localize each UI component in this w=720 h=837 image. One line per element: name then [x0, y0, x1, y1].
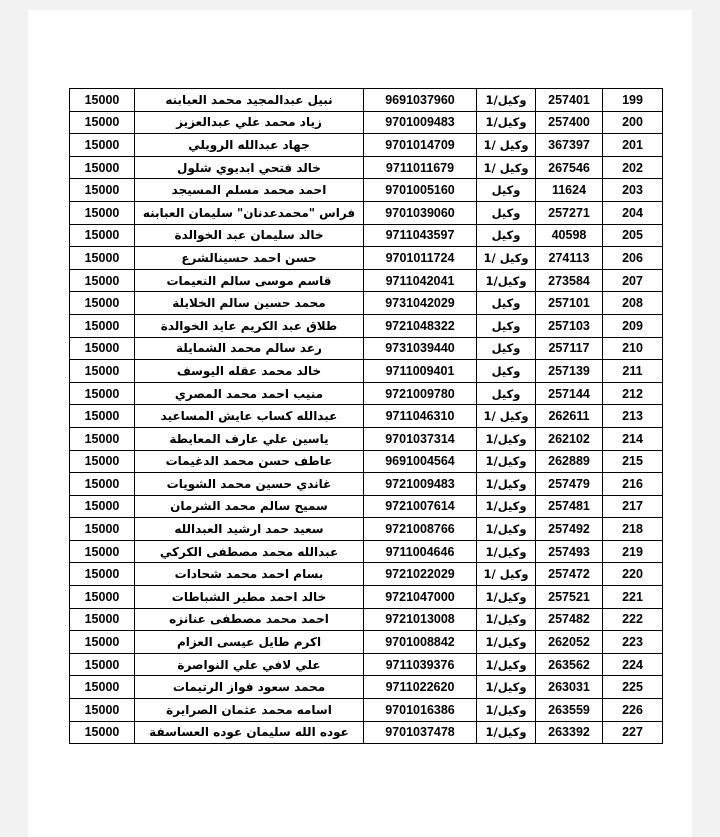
code-cell: 274113	[536, 247, 603, 270]
role-cell: وكيل/1	[477, 721, 536, 744]
code-cell: 257400	[536, 111, 603, 134]
national-id-cell: 9701039060	[364, 201, 477, 224]
serial-cell: 212	[603, 382, 663, 405]
code-cell: 257493	[536, 540, 603, 563]
name-cell: عوده الله سليمان عوده العساسفة	[135, 721, 364, 744]
table-row	[70, 563, 663, 586]
serial-cell: 207	[603, 269, 663, 292]
role-cell: وكيل	[477, 224, 536, 247]
table-row	[70, 247, 663, 270]
name-cell: قاسم موسى سالم النعيمات	[135, 269, 364, 292]
table-row	[70, 608, 663, 631]
role-cell: وكيل/1	[477, 269, 536, 292]
roster-table	[69, 88, 663, 744]
amount-cell: 15000	[70, 653, 135, 676]
name-cell: ياسين علي عارف المعايطة	[135, 427, 364, 450]
table-row	[70, 360, 663, 383]
serial-cell: 223	[603, 631, 663, 654]
table-row	[70, 699, 663, 722]
amount-cell: 15000	[70, 337, 135, 360]
amount-cell: 15000	[70, 201, 135, 224]
national-id-cell: 9711043597	[364, 224, 477, 247]
role-cell: وكيل/1	[477, 653, 536, 676]
code-cell: 257101	[536, 292, 603, 315]
code-cell: 257482	[536, 608, 603, 631]
table-row	[70, 495, 663, 518]
role-cell: وكيل /1	[477, 563, 536, 586]
role-cell: وكيل /1	[477, 247, 536, 270]
amount-cell: 15000	[70, 563, 135, 586]
amount-cell: 15000	[70, 134, 135, 157]
serial-cell: 211	[603, 360, 663, 383]
serial-cell: 200	[603, 111, 663, 134]
national-id-cell: 9711039376	[364, 653, 477, 676]
name-cell: احمد محمد مصطفى عنانزه	[135, 608, 364, 631]
role-cell: وكيل	[477, 201, 536, 224]
name-cell: نبيل عبدالمجيد محمد العبابنه	[135, 89, 364, 112]
role-cell: وكيل/1	[477, 427, 536, 450]
role-cell: وكيل /1	[477, 405, 536, 428]
national-id-cell: 9721048322	[364, 314, 477, 337]
national-id-cell: 9721008766	[364, 518, 477, 541]
role-cell: وكيل/1	[477, 608, 536, 631]
national-id-cell: 9721009780	[364, 382, 477, 405]
role-cell: وكيل/1	[477, 676, 536, 699]
serial-cell: 199	[603, 89, 663, 112]
amount-cell: 15000	[70, 89, 135, 112]
serial-cell: 201	[603, 134, 663, 157]
code-cell: 267546	[536, 156, 603, 179]
serial-cell: 214	[603, 427, 663, 450]
role-cell: وكيل/1	[477, 518, 536, 541]
code-cell: 262052	[536, 631, 603, 654]
serial-cell: 208	[603, 292, 663, 315]
role-cell: وكيل /1	[477, 134, 536, 157]
code-cell: 257481	[536, 495, 603, 518]
amount-cell: 15000	[70, 631, 135, 654]
name-cell: غاندي حسين محمد الشويات	[135, 473, 364, 496]
table-row	[70, 269, 663, 292]
table-row	[70, 653, 663, 676]
amount-cell: 15000	[70, 450, 135, 473]
code-cell: 11624	[536, 179, 603, 202]
national-id-cell: 9691037960	[364, 89, 477, 112]
table-row	[70, 540, 663, 563]
serial-cell: 224	[603, 653, 663, 676]
name-cell: اكرم طايل عيسى العزام	[135, 631, 364, 654]
name-cell: سميح سالم محمد الشرمان	[135, 495, 364, 518]
serial-cell: 218	[603, 518, 663, 541]
code-cell: 40598	[536, 224, 603, 247]
name-cell: منيب احمد محمد المصري	[135, 382, 364, 405]
table-row	[70, 314, 663, 337]
role-cell: وكيل/1	[477, 111, 536, 134]
name-cell: طلاق عبد الكريم عايد الخوالدة	[135, 314, 364, 337]
code-cell: 263031	[536, 676, 603, 699]
name-cell: خالد فتحي ابديوي شلول	[135, 156, 364, 179]
role-cell: وكيل/1	[477, 540, 536, 563]
code-cell: 263559	[536, 699, 603, 722]
name-cell: احمد محمد مسلم المسيجد	[135, 179, 364, 202]
serial-cell: 227	[603, 721, 663, 744]
amount-cell: 15000	[70, 247, 135, 270]
amount-cell: 15000	[70, 360, 135, 383]
code-cell: 263562	[536, 653, 603, 676]
serial-cell: 213	[603, 405, 663, 428]
role-cell: وكيل/1	[477, 495, 536, 518]
national-id-cell: 9721022029	[364, 563, 477, 586]
amount-cell: 15000	[70, 676, 135, 699]
name-cell: سعيد حمد ارشيد العبدالله	[135, 518, 364, 541]
table-row	[70, 382, 663, 405]
serial-cell: 225	[603, 676, 663, 699]
serial-cell: 219	[603, 540, 663, 563]
role-cell: وكيل/1	[477, 473, 536, 496]
national-id-cell: 9731039440	[364, 337, 477, 360]
name-cell: عبدالله محمد مصطفى الكركي	[135, 540, 364, 563]
role-cell: وكيل	[477, 179, 536, 202]
table-row	[70, 631, 663, 654]
amount-cell: 15000	[70, 495, 135, 518]
code-cell: 257492	[536, 518, 603, 541]
serial-cell: 202	[603, 156, 663, 179]
name-cell: حسن احمد حسينالشرع	[135, 247, 364, 270]
amount-cell: 15000	[70, 156, 135, 179]
national-id-cell: 9731042029	[364, 292, 477, 315]
national-id-cell: 9711009401	[364, 360, 477, 383]
serial-cell: 216	[603, 473, 663, 496]
table-row	[70, 134, 663, 157]
serial-cell: 220	[603, 563, 663, 586]
table-row	[70, 156, 663, 179]
national-id-cell: 9691004564	[364, 450, 477, 473]
table-row	[70, 427, 663, 450]
national-id-cell: 9701014709	[364, 134, 477, 157]
code-cell: 257479	[536, 473, 603, 496]
serial-cell: 221	[603, 586, 663, 609]
table-row	[70, 518, 663, 541]
name-cell: محمد سعود فواز الرتيمات	[135, 676, 364, 699]
amount-cell: 15000	[70, 314, 135, 337]
code-cell: 367397	[536, 134, 603, 157]
serial-cell: 205	[603, 224, 663, 247]
national-id-cell: 9701008842	[364, 631, 477, 654]
role-cell: وكيل/1	[477, 631, 536, 654]
table-row	[70, 89, 663, 112]
document-page	[28, 10, 692, 837]
amount-cell: 15000	[70, 518, 135, 541]
amount-cell: 15000	[70, 111, 135, 134]
code-cell: 257401	[536, 89, 603, 112]
amount-cell: 15000	[70, 269, 135, 292]
code-cell: 273584	[536, 269, 603, 292]
serial-cell: 209	[603, 314, 663, 337]
code-cell: 257144	[536, 382, 603, 405]
serial-cell: 210	[603, 337, 663, 360]
national-id-cell: 9721013008	[364, 608, 477, 631]
role-cell: وكيل/1	[477, 89, 536, 112]
table-row	[70, 179, 663, 202]
name-cell: علي لافي علي النواصرة	[135, 653, 364, 676]
name-cell: عبدالله كساب عايش المساعيد	[135, 405, 364, 428]
role-cell: وكيل	[477, 337, 536, 360]
name-cell: محمد حسين سالم الخلايلة	[135, 292, 364, 315]
name-cell: زياد محمد علي عبدالعزيز	[135, 111, 364, 134]
code-cell: 257103	[536, 314, 603, 337]
amount-cell: 15000	[70, 224, 135, 247]
table-row	[70, 473, 663, 496]
name-cell: عاطف حسن محمد الدغيمات	[135, 450, 364, 473]
serial-cell: 203	[603, 179, 663, 202]
name-cell: خالد سليمان عبد الخوالدة	[135, 224, 364, 247]
amount-cell: 15000	[70, 473, 135, 496]
national-id-cell: 9701011724	[364, 247, 477, 270]
serial-cell: 217	[603, 495, 663, 518]
national-id-cell: 9721007614	[364, 495, 477, 518]
serial-cell: 226	[603, 699, 663, 722]
amount-cell: 15000	[70, 540, 135, 563]
role-cell: وكيل/1	[477, 450, 536, 473]
code-cell: 262611	[536, 405, 603, 428]
national-id-cell: 9711022620	[364, 676, 477, 699]
national-id-cell: 9701005160	[364, 179, 477, 202]
national-id-cell: 9721047000	[364, 586, 477, 609]
amount-cell: 15000	[70, 382, 135, 405]
national-id-cell: 9701037478	[364, 721, 477, 744]
name-cell: رعد سالم محمد الشمايلة	[135, 337, 364, 360]
amount-cell: 15000	[70, 699, 135, 722]
roster-table-body	[70, 89, 663, 744]
table-row	[70, 224, 663, 247]
name-cell: خالد احمد مطير الشباطات	[135, 586, 364, 609]
amount-cell: 15000	[70, 427, 135, 450]
table-row	[70, 201, 663, 224]
code-cell: 262889	[536, 450, 603, 473]
national-id-cell: 9701037314	[364, 427, 477, 450]
code-cell: 257521	[536, 586, 603, 609]
national-id-cell: 9711046310	[364, 405, 477, 428]
national-id-cell: 9701009483	[364, 111, 477, 134]
role-cell: وكيل/1	[477, 586, 536, 609]
amount-cell: 15000	[70, 586, 135, 609]
table-row	[70, 676, 663, 699]
amount-cell: 15000	[70, 405, 135, 428]
serial-cell: 206	[603, 247, 663, 270]
national-id-cell: 9721009483	[364, 473, 477, 496]
code-cell: 257271	[536, 201, 603, 224]
name-cell: فراس "محمدعدنان" سليمان العبابنه	[135, 201, 364, 224]
national-id-cell: 9711042041	[364, 269, 477, 292]
role-cell: وكيل	[477, 360, 536, 383]
code-cell: 257472	[536, 563, 603, 586]
name-cell: بسام احمد محمد شحادات	[135, 563, 364, 586]
table-row	[70, 337, 663, 360]
amount-cell: 15000	[70, 292, 135, 315]
name-cell: اسامه محمد عثمان الصرايرة	[135, 699, 364, 722]
table-row	[70, 405, 663, 428]
role-cell: وكيل /1	[477, 156, 536, 179]
serial-cell: 204	[603, 201, 663, 224]
serial-cell: 215	[603, 450, 663, 473]
role-cell: وكيل	[477, 292, 536, 315]
national-id-cell: 9711004646	[364, 540, 477, 563]
code-cell: 257139	[536, 360, 603, 383]
national-id-cell: 9701016386	[364, 699, 477, 722]
amount-cell: 15000	[70, 608, 135, 631]
table-row	[70, 586, 663, 609]
amount-cell: 15000	[70, 721, 135, 744]
name-cell: جهاد عبدالله الرويلي	[135, 134, 364, 157]
table-row	[70, 111, 663, 134]
role-cell: وكيل	[477, 382, 536, 405]
role-cell: وكيل/1	[477, 699, 536, 722]
national-id-cell: 9711011679	[364, 156, 477, 179]
serial-cell: 222	[603, 608, 663, 631]
amount-cell: 15000	[70, 179, 135, 202]
role-cell: وكيل	[477, 314, 536, 337]
code-cell: 263392	[536, 721, 603, 744]
table-row	[70, 721, 663, 744]
name-cell: خالد محمد عقله اليوسف	[135, 360, 364, 383]
code-cell: 257117	[536, 337, 603, 360]
table-row	[70, 450, 663, 473]
table-row	[70, 292, 663, 315]
code-cell: 262102	[536, 427, 603, 450]
